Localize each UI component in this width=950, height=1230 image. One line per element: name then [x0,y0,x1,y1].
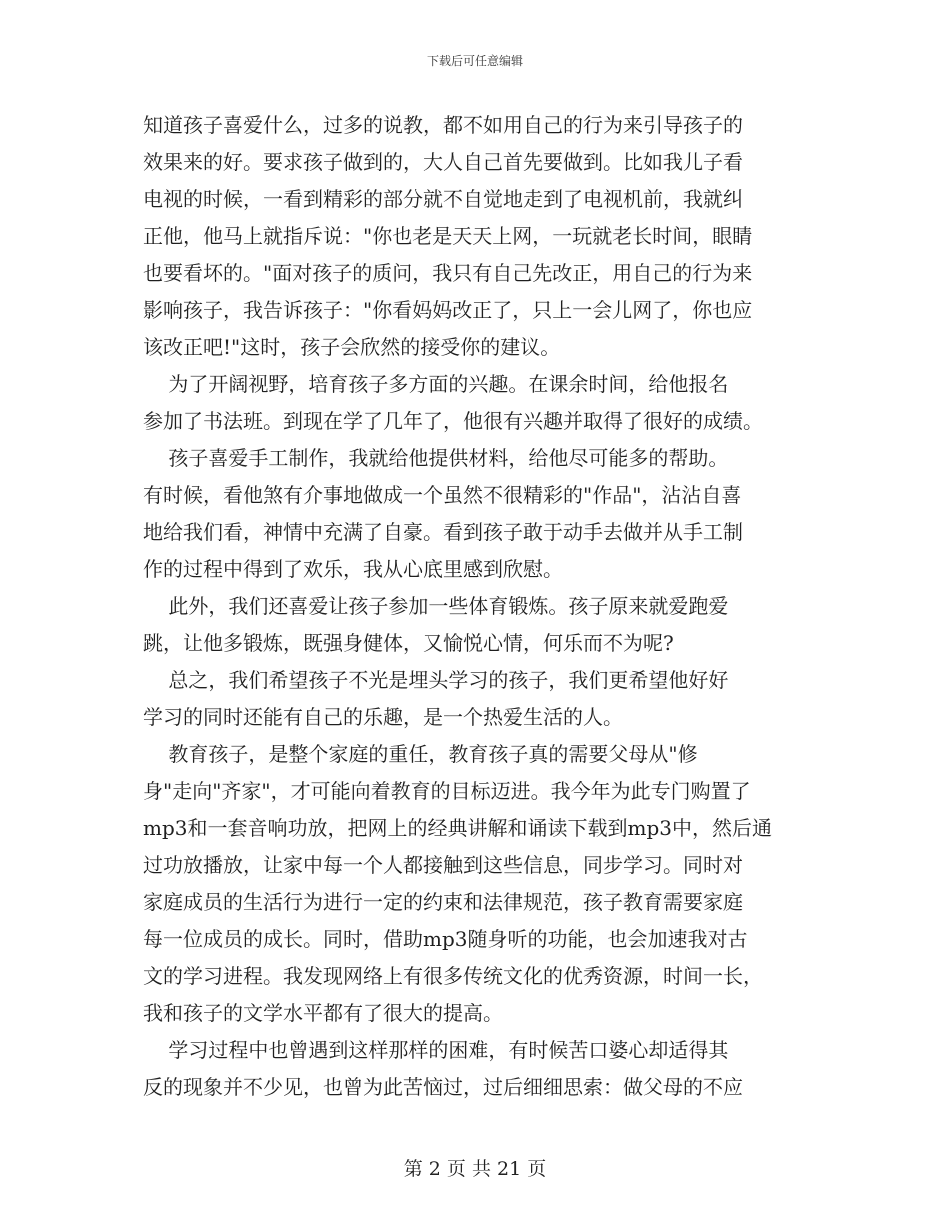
text-line: 总之，我们希望孩子不光是埋头学习的孩子，我们更希望他好好 [143,668,729,692]
text-line: 学习的同时还能有自己的乐趣，是一个热爱生活的人。 [143,705,623,729]
text-line: 电视的时候，一看到精彩的部分就不自觉地走到了电视机前，我就纠 [143,187,743,211]
text-line: 作的过程中得到了欢乐，我从心底里感到欣慰。 [143,557,563,581]
text-line: 地给我们看，神情中充满了自豪。看到孩子敢于动手去做并从手工制 [143,520,743,544]
text-line: 教育孩子，是整个家庭的重任，教育孩子真的需要父母从"修 [143,742,698,766]
text-line: 反的现象并不少见，也曾为此苦恼过，过后细细思索：做父母的不应 [143,1075,743,1099]
text-line: 效果来的好。要求孩子做到的，大人自己首先要做到。比如我儿子看 [143,150,743,174]
page-number-footer: 第 2 页 共 21 页 [403,1158,547,1180]
page-header-note: 下载后可任意编辑 [426,54,523,68]
text-line: 跳，让他多锻炼，既强身健体，又愉悦心情，何乐而不为呢? [143,631,674,655]
text-line: 过功放播放，让家中每一个人都接触到这些信息，同步学习。同时对 [143,853,743,877]
text-line: 家庭成员的生活行为进行一定的约束和法律规范，孩子教育需要家庭 [143,890,743,914]
text-line: 为了开阔视野，培育孩子多方面的兴趣。在课余时间，给他报名 [143,372,729,396]
text-line: 此外，我们还喜爱让孩子参加一些体育锻炼。孩子原来就爱跑爱 [143,594,729,618]
text-line: 知道孩子喜爱什么，过多的说教，都不如用自己的行为来引导孩子的 [143,113,743,137]
text-line: 参加了书法班。到现在学了几年了，他很有兴趣并取得了很好的成绩。 [143,409,763,433]
text-line: 每一位成员的成长。同时，借助mp3随身听的功能，也会加速我对古 [143,927,748,951]
document-body [143,107,808,1106]
text-line: 我和孩子的文学水平都有了很大的提高。 [143,1001,503,1025]
text-line: mp3和一套音响功放，把网上的经典讲解和诵读下载到mp3中，然后通 [143,816,772,840]
text-line: 正他，他马上就指斥说："你也老是天天上网，一玩就老长时间，眼睛 [143,224,753,248]
text-line: 影响孩子，我告诉孩子："你看妈妈改正了，只上一会儿网了，你也应 [143,298,753,322]
text-line: 也要看坏的。"面对孩子的质问，我只有自己先改正，用自己的行为来 [143,261,753,285]
text-line: 有时候，看他煞有介事地做成一个虽然不很精彩的"作品"，沾沾自喜 [143,483,742,507]
text-line: 身"走向"齐家"，才可能向着教育的目标迈进。我今年为此专门购置了 [143,779,751,803]
text-line: 孩子喜爱手工制作，我就给他提供材料，给他尽可能多的帮助。 [143,446,729,470]
text-line: 该改正吧!"这时，孩子会欣然的接受你的建议。 [143,335,561,359]
text-line: 文的学习进程。我发现网络上有很多传统文化的优秀资源，时间一长， [143,964,763,988]
text-line: 学习过程中也曾遇到这样那样的困难，有时候苦口婆心却适得其 [143,1038,729,1062]
